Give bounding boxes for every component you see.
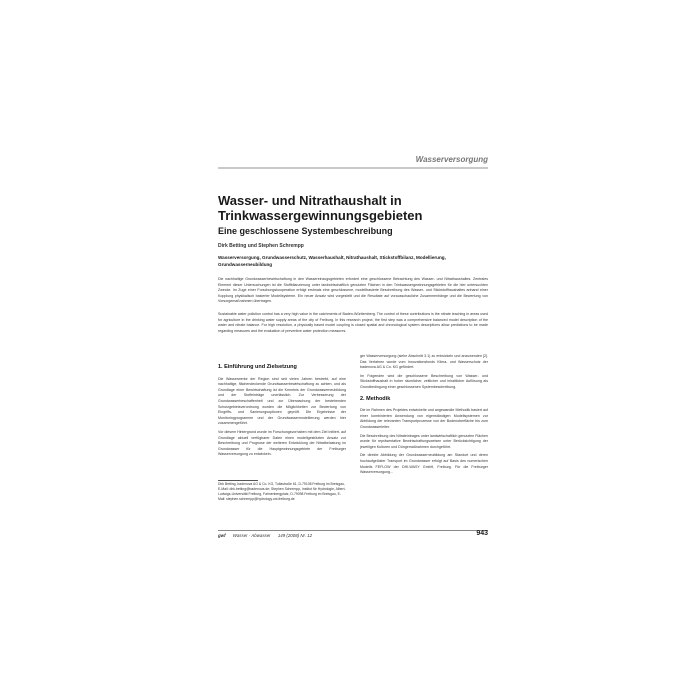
section-heading-1: 1. Einführung und Zielsetzung	[218, 364, 297, 370]
section-heading-2: 2. Methodik	[360, 395, 391, 402]
left-column	[218, 365, 346, 461]
page-number: 943	[476, 530, 488, 537]
paragraph: Die Wasserwerke der Region sind seit vielen Jahren bestrebt, auf eine nachhaltige, flächendeckende Grundwasserbewirtschaftung zu achten, und als Grundlage einer Bewirtschaftung ist die Kenntnis der Grundwasserneubildung und der Stoffeinträge unerlässlich. Zur Verbesserung der Grundwasserbeschaffenheit und zur Überwachung der bestehenden Schutzgebietsverordnung wurden die Möglichkeiten zur Bewertung von Eingriffs- und Sanierungsoptionen geprüft. Die Ergebnisse der Monitoringprogramme und der Grundwassermodellierung werden hier zusammengeführt.	[218, 376, 346, 426]
article-keywords: Wasserversorgung, Grundwasserschutz, Wasserhaushalt, Nitrathaushalt, Stickstoffbilanz, Modellierung, Grundwasserneubildung	[218, 255, 446, 267]
paragraph: Vor diesem Hintergrund wurde im Forschungsvorhaben mit dem Ziel initiiert, auf Grundlage aktuell verfügbarer Daten einen modellgestützten Ansatz zur Beschreibung und Prognose der weiteren Entwicklung der Nitratbelastung im Grundwasser für die Hauptgewinnungsgebiete der Freiburger Wasserversorgung zu entwickeln.	[218, 429, 346, 457]
journal-name: Wasser · Abwasser	[232, 533, 271, 538]
footnote-rule	[218, 480, 258, 481]
journal-issue: 149 (2008) Nr. 12	[277, 533, 313, 538]
article-authors: Dirk Betting und Stephen Schrempp	[218, 243, 304, 249]
paragraph: Im Folgenden wird die geschlossene Beschreibung von Wasser- und Stickstoffhaushalt in hoher räumlicher, zeitlicher und inhaltlicher Auflösung als Grundbedingung einer geschlossenen Systembeschreibung.	[360, 373, 488, 389]
document-page	[218, 155, 488, 550]
journal-logo: gwf	[218, 533, 226, 538]
abstract-english: Sustainable water pollution control has a very high value in the catchments of Baden-Württemberg. The control of these contributions is the nitrate leaching in areas used for agriculture in the drinking water supply areas of the city of Freiburg. In this research project, the first step was a comprehensive balanced model description of the water and nitrate balance. For high resolution, a physically based model coupling is closed spatial and chronological system descriptions allow predictions to be made regarding measures and the evaluation of preventive water protection measures.	[218, 312, 488, 333]
abstract-german: Die nachhaltige Grundwasserbewirtschaftung in den Wassereinzugsgebieten erfordert eine geschlossene Betrachtung des Wasser- und Nitrathaushaltes. Zentrales Element dieser Untersuchungen ist die Stoffbilanzierung unter landwirtschaftlich genutzten Flächen in den Trinkwassergewinnungsgebieten für die hier untersuchten Zwecke. Im Zuge einer Forschungskooperation erfolgt erstmals eine geschlossene, modellbasierte Beschreibung des Wasser- und Stickstoffhaushaltes anhand einer Kopplung physikalisch basierter Modellsysteme. Ein neuer Ansatz wird vorgestellt und die Resultate auf vorausschauliche Zusammenhänge und die Bewertung von Vorsorgemaßnahmen übertragen.	[218, 277, 488, 304]
article-title: Wasser- und Nitrathaushalt in Trinkwassergewinnungsgebieten	[218, 193, 423, 223]
article-subtitle: Eine geschlossene Systembeschreibung	[218, 226, 393, 236]
right-column	[360, 354, 488, 479]
section-tag: Wasserversorgung	[415, 155, 488, 164]
paragraph: ger Wasserversorgung (siehe Abschnitt 3.1) zu entwickeln und anzuwenden [2]. Das Verfahren wurde vom Innovationsfonds Klima- und Wasserschutz der badenova AG & Co. KG gefördert.	[360, 354, 488, 370]
paragraph: Die Beschreibung des Nitrateintrages unter landwirtschaftlich genutzten Flächen wurde für repräsentative Bewirtschaftungsweisen unter Berücksichtigung der jeweiligen Kulturen und Düngemaßnahmen durchgeführt.	[360, 433, 488, 449]
paragraph: Die direkte Abbildung der Grundwasserneubildung am Standort und deren hochaufgelöster Transport im Grundwasser erfolgt auf Basis des numerischen Modells FEFLOW der DHI-WASY GmbH, Freiburg. Für die Freiburger Wasserversorgung...	[360, 453, 488, 475]
paragraph: Die im Rahmen des Projektes entwickelte und angewandte Methodik basiert auf einer kombinierten Anwendung von eigenständigen Modellsystemen zur Abbildung der relevanten Transportprozesse von der Bodenoberfläche bis zum Grundwasserleiter.	[360, 408, 488, 429]
page-footer	[218, 533, 488, 538]
author-footnote: Dirk Betting, badenova AG & Co. KG, Tullastraße 61, D-79108 Freiburg im Breisgau, E-Mail: dirk.betting@badenova.de; Stephen Schrempp, Institut für Hydrologie, Albert-Ludwigs-Universität Freiburg, Fahnenbergplatz, D-79098 Freiburg im Breisgau, E-Mail: stephen.schrempp@hydrology.uni-freiburg.de	[218, 482, 346, 501]
footer-rule	[218, 530, 488, 531]
section-tag-rule	[218, 167, 488, 169]
